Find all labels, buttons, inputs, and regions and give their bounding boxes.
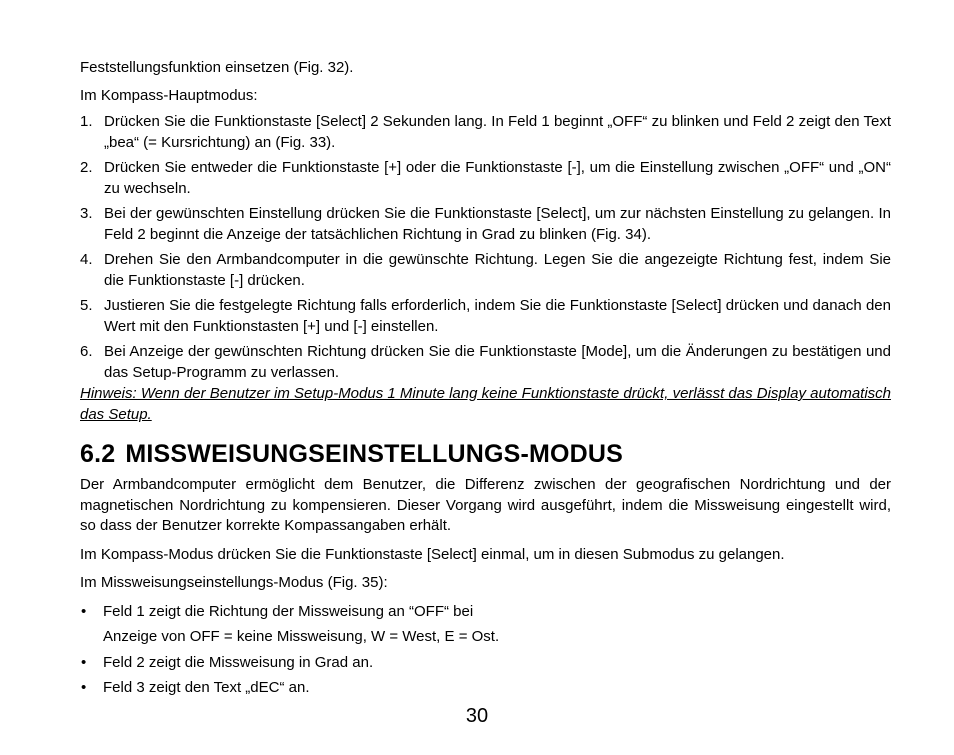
steps-list: [80, 112, 891, 383]
bullet-item: [80, 678, 891, 699]
step-item: [80, 250, 891, 291]
step-item: [80, 112, 891, 153]
bullet-list: [80, 602, 891, 699]
bullet-text: Feld 3 zeigt den Text „dEC“ an.: [103, 679, 310, 696]
mode-lead-text: Im Kompass-Hauptmodus:: [80, 86, 258, 104]
step-number: 3.: [80, 205, 93, 222]
bullet-icon: •: [81, 653, 87, 671]
note-text: Hinweis: Wenn der Benutzer im Setup-Modus 1 Minute lang keine Funktionstaste drückt, verlässt das Display automatisch das Setup.: [80, 385, 891, 423]
bullet-icon: •: [81, 679, 87, 696]
bullet-text: Feld 1 zeigt die Richtung der Missweisung an “OFF“ bei: [103, 602, 474, 620]
body-paragraph: Im Missweisungseinstellungs-Modus (Fig. 35):: [80, 574, 388, 591]
bullet-continuation: Anzeige von OFF = keine Missweisung, W = West, E = Ost.: [103, 628, 500, 645]
step-number: 6.: [80, 343, 93, 360]
step-item: [80, 158, 891, 199]
section-title: MISSWEISUNGSEINSTELLUNGS-MODUS: [125, 440, 624, 468]
step-text: Drücken Sie die Funktionstaste [Select] 2 Sekunden lang. In Feld 1 beginnt „OFF“ zu blinken und Feld 2 zeigt den Text „bea“ (= Kursrichtung) an (Fig. 33).: [104, 113, 891, 151]
step-item: [80, 296, 891, 337]
step-number: 4.: [80, 251, 93, 268]
page-content: [80, 58, 891, 704]
body-paragraph: Der Armbandcomputer ermöglicht dem Benutzer, die Differenz zwischen der geografischen Nordrichtung und der magnetischen Nordrichtung zu kompensieren. Dieser Vorgang wird ausgeführt, indem die Missweisung eingestellt wird, so dass der Benutzer korrekte Kompassangaben erhält.: [80, 476, 891, 534]
section-number: 6.2: [80, 440, 116, 468]
bullet-item: [80, 653, 891, 674]
bullet-item: [80, 602, 891, 648]
intro-line: Feststellungsfunktion einsetzen (Fig. 32).: [80, 59, 354, 76]
step-text: Drehen Sie den Armbandcomputer in die gewünschte Richtung. Legen Sie die angezeigte Richtung fest, indem Sie die Funktionstaste [-] drücken.: [104, 251, 891, 289]
step-text: Bei der gewünschten Einstellung drücken Sie die Funktionstaste [Select], um zur nächsten Einstellung zu gelangen. In Feld 2 beginnt die Anzeige der tatsächlichen Richtung in Grad zu blinken (Fig. 34).: [104, 205, 891, 243]
step-number: 2.: [80, 159, 93, 176]
step-number: 5.: [80, 297, 93, 314]
step-number: 1.: [80, 113, 93, 130]
section-heading: [80, 439, 891, 469]
step-text: Drücken Sie entweder die Funktionstaste [+] oder die Funktionstaste [-], um die Einstellung zwischen „OFF“ und „ON“ zu wechseln.: [104, 159, 891, 197]
step-text: Justieren Sie die festgelegte Richtung falls erforderlich, indem Sie die Funktionstaste [Select] drücken und danach den Wert mit den Funktionstasten [+] und [-] einstellen.: [104, 297, 891, 335]
bullet-text: Feld 2 zeigt die Missweisung in Grad an.: [103, 653, 374, 671]
bullet-icon: •: [81, 602, 87, 620]
step-text: Bei Anzeige der gewünschten Richtung drücken Sie die Funktionstaste [Mode], um die Änderungen zu bestätigen und das Setup-Programm zu verlassen.: [104, 343, 891, 381]
step-item: [80, 204, 891, 245]
body-paragraph: Im Kompass-Modus drücken Sie die Funktionstaste [Select] einmal, um in diesen Submodus zu gelangen.: [80, 545, 785, 563]
step-item: [80, 342, 891, 383]
page-number: 30: [465, 705, 489, 727]
